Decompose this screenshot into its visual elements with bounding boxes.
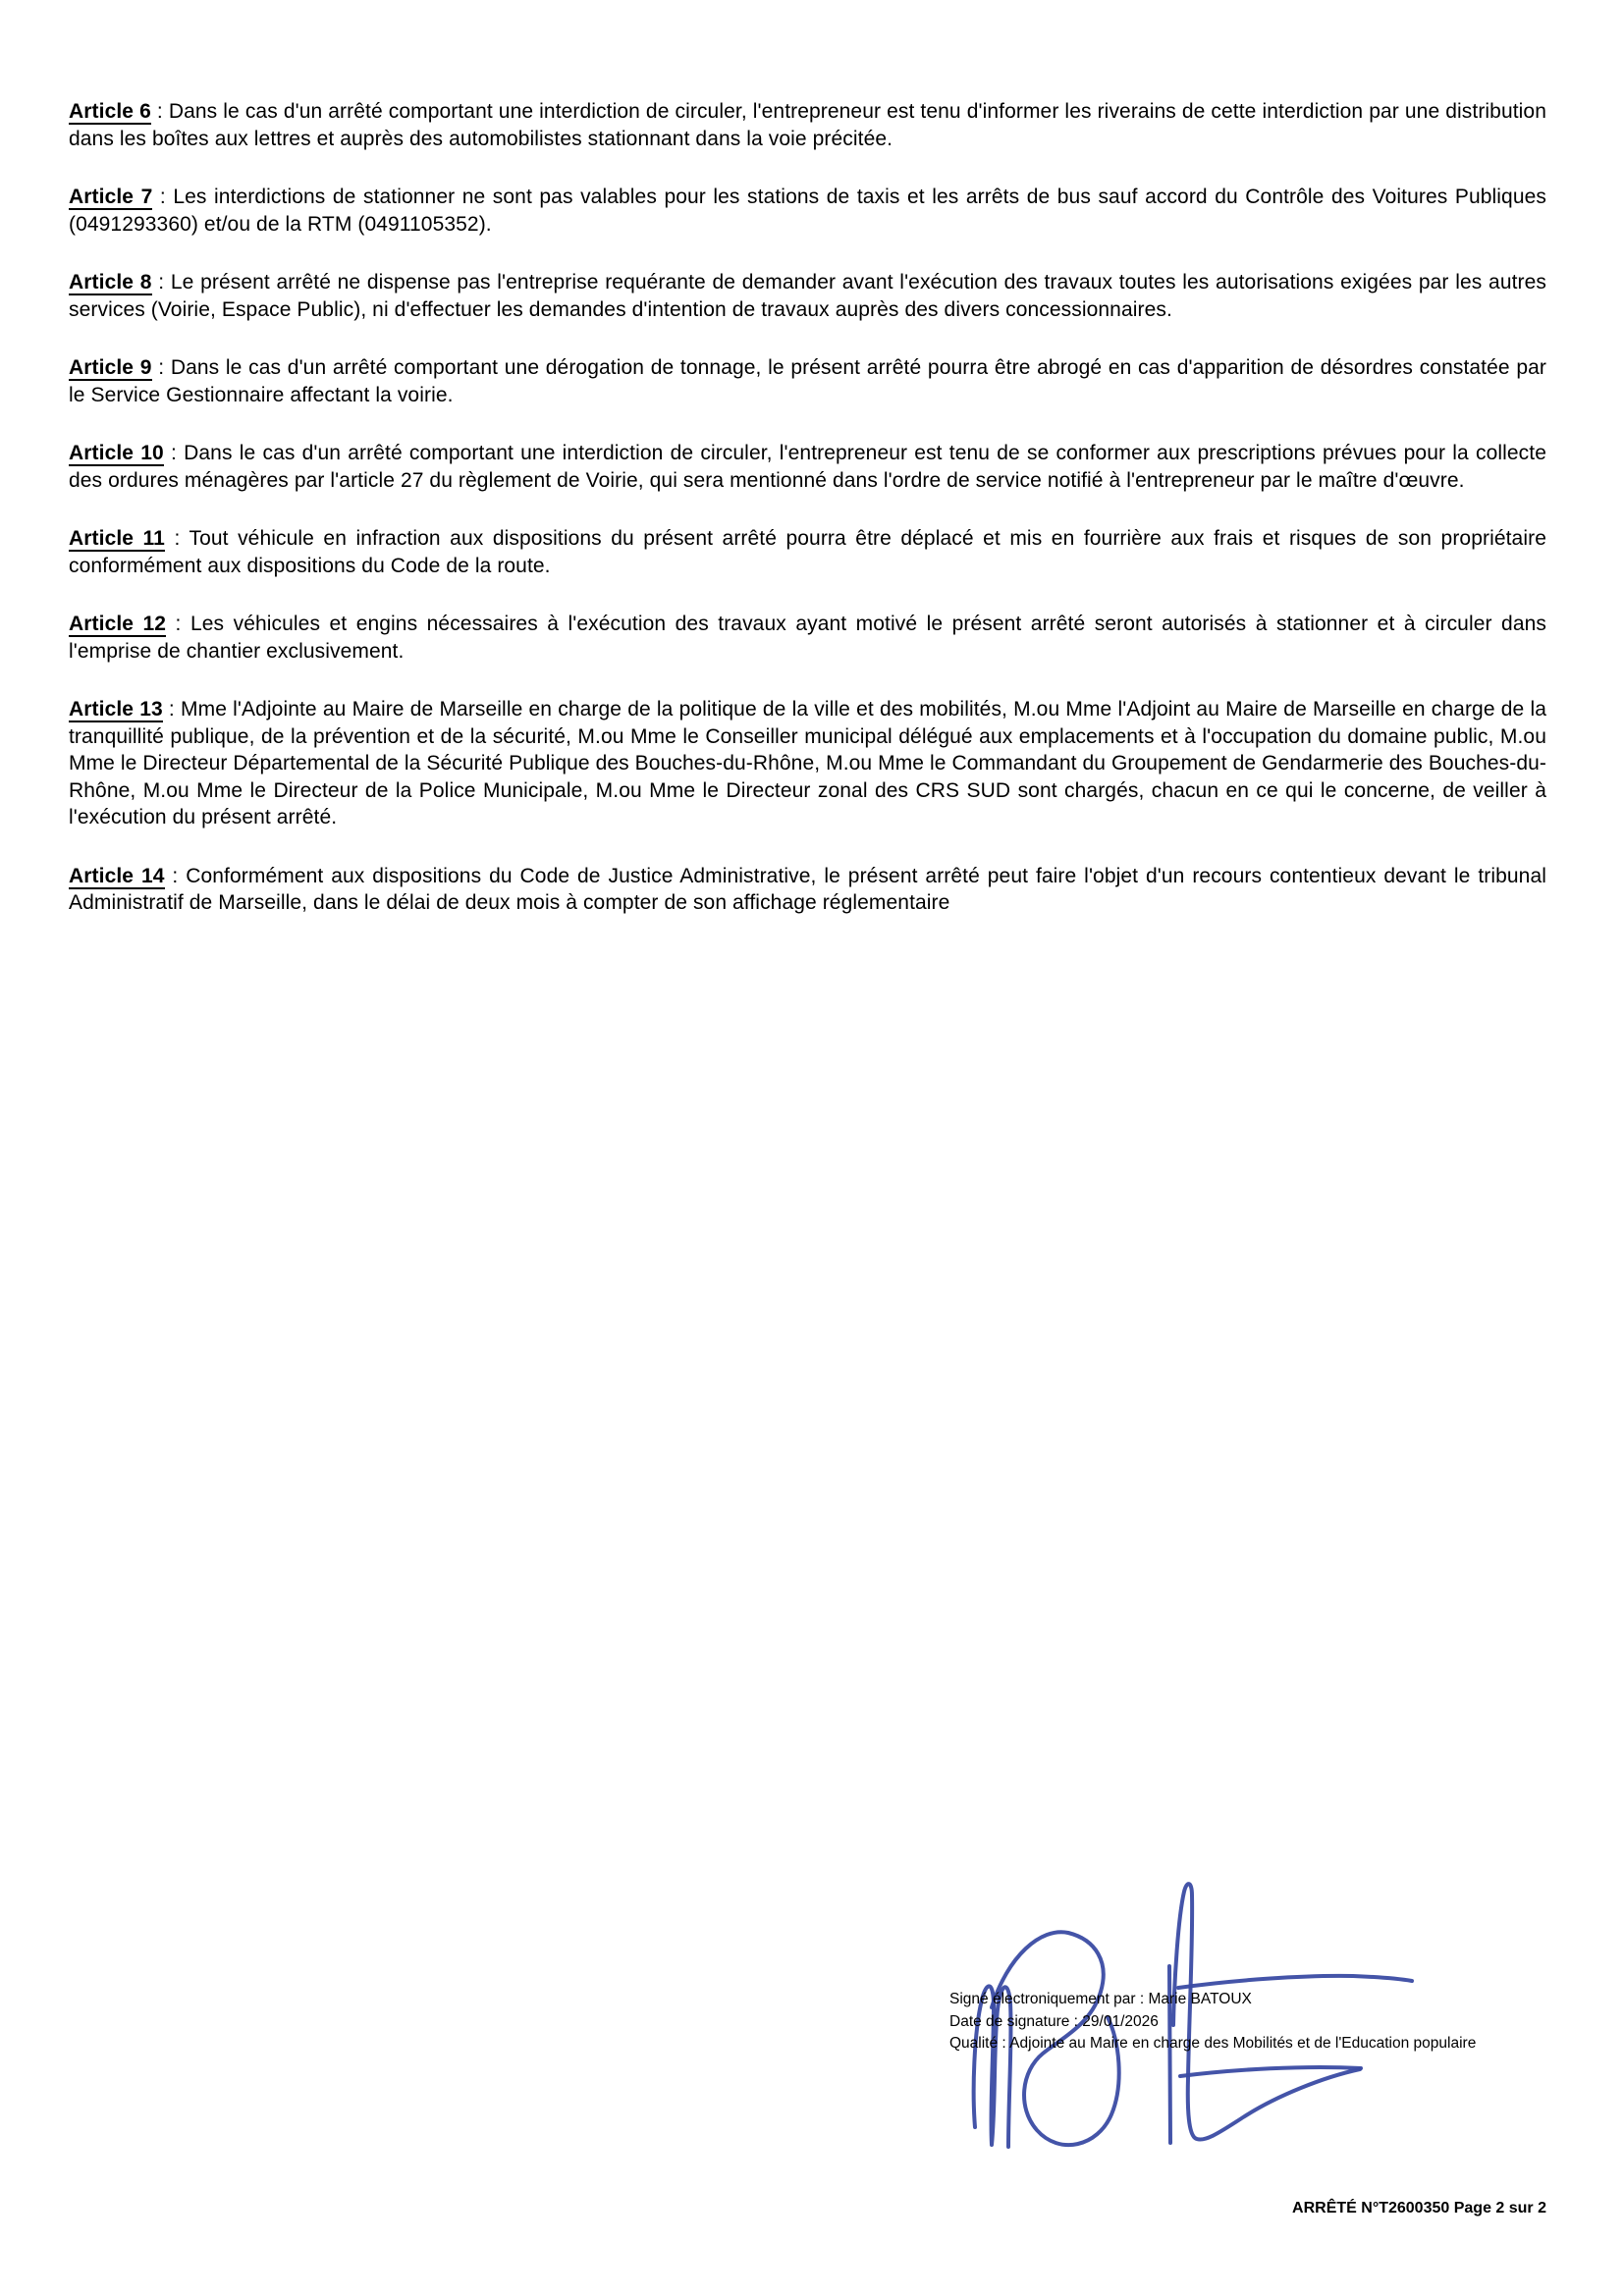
article-6-paragraph [69,98,1546,152]
article-10-separator: : [163,442,185,464]
article-14-text: Conformément aux dispositions du Code de Justice Administrative, le présent arrêté peut faire l'objet d'un recours contentieux devant le tribunal Administratif de Marseille, dans le délai de deux mois à compter de son affichage réglementaire [69,864,1546,914]
article-7-separator: : [152,186,174,208]
article-12-text: Les véhicules et engins nécessaires à l'exécution des travaux ayant motivé le présent arrêté seront autorisés à stationner et à circuler dans l'emprise de chantier exclusivement. [69,613,1546,663]
article-11-text: Tout véhicule en infraction aux dispositions du présent arrêté pourra être déplacé et mis en fourrière aux frais et risques de son propriétaire conformément aux dispositions du Code de la route. [69,527,1546,577]
article-8-separator: : [151,271,171,294]
article-8-paragraph [69,269,1546,323]
article-6-separator: : [150,100,169,123]
article-8-text: Le présent arrêté ne dispense pas l'entreprise requérante de demander avant l'exécution des travaux toutes les autorisations exigées par les autres services (Voirie, Espace Public), ni d'effectuer les demandes d'intention de travaux auprès des divers concessionnaires. [69,271,1546,321]
article-11-separator: : [164,527,189,550]
article-10-text: Dans le cas d'un arrêté comportant une interdiction de circuler, l'entrepreneur est tenu de se conformer aux prescriptions prévues pour la collecte des ordures ménagères par l'article 27 du règlement de Voirie, qui sera mentionné dans l'ordre de service notifié à l'entrepreneur par le maître d'œuvre. [69,442,1546,492]
electronic-signature-block [949,1989,1476,2056]
signature-date-line: Date de signature : 29/01/2026 [949,2012,1159,2030]
article-8-label: Article 8 [69,271,152,294]
signature-stroke-top-line [1178,1976,1412,1988]
article-9-label: Article 9 [69,356,152,379]
article-10-label: Article 10 [69,442,164,464]
article-6-label: Article 6 [69,100,151,123]
signature-quality-line: Qualité : Adjointe au Maire en charge des Mobilités et de l'Education populaire [949,2035,1477,2052]
article-9-separator: : [151,356,171,379]
article-12-label: Article 12 [69,613,167,635]
signature-signer-line: Signé électroniquement par : Marie BATOUX [949,1991,1252,2007]
article-12-separator: : [166,613,190,635]
articles-section [69,98,1546,948]
article-9-paragraph [69,354,1546,408]
article-13-separator: : [162,698,182,721]
article-12-paragraph [69,611,1546,665]
article-14-paragraph [69,863,1546,917]
article-11-label: Article 11 [69,527,165,550]
article-9-text: Dans le cas d'un arrêté comportant une dérogation de tonnage, le présent arrêté pourra être abrogé en cas d'apparition de désordres constatée par le Service Gestionnaire affectant la voirie. [69,356,1546,406]
article-7-paragraph [69,184,1546,238]
article-10-paragraph [69,440,1546,494]
article-14-separator: : [164,864,187,887]
article-11-paragraph [69,525,1546,579]
article-7-label: Article 7 [69,186,153,208]
article-6-text: Dans le cas d'un arrêté comportant une interdiction de circuler, l'entrepreneur est tenu d'informer les riverains de cette interdiction par une distribution dans les boîtes aux lettres et auprès des automobilistes stationnant dans la voie précitée. [69,100,1546,150]
article-14-label: Article 14 [69,864,165,887]
article-13-label: Article 13 [69,698,163,721]
article-13-paragraph [69,696,1546,831]
article-13-text: Mme l'Adjointe au Maire de Marseille en charge de la politique de la ville et des mobilités, M.ou Mme l'Adjoint au Maire de Marseille en charge de la tranquillité publique, de la prévention et de la sécurité, M.ou Mme le Conseiller municipal délégué aux emplacements et à l'occupation du domaine public, M.ou Mme le Directeur Départemental de la Sécurité Publique des Bouches-du-Rhône, M.ou Mme le Commandant du Groupement de Gendarmerie des Bouches-du-Rhône, M.ou Mme le Directeur de la Police Municipale, M.ou Mme le Directeur zonal des CRS SUD sont chargés, chacun en ce qui le concerne, de veiller à l'exécution du présent arrêté. [69,698,1547,828]
article-7-text: Les interdictions de stationner ne sont pas valables pour les stations de taxis et les arrêts de bus sauf accord du Contrôle des Voitures Publiques (0491293360) et/ou de la RTM (0491105352). [69,186,1546,236]
page-footer: ARRÊTÉ N°T2600350 Page 2 sur 2 [1292,2200,1546,2216]
